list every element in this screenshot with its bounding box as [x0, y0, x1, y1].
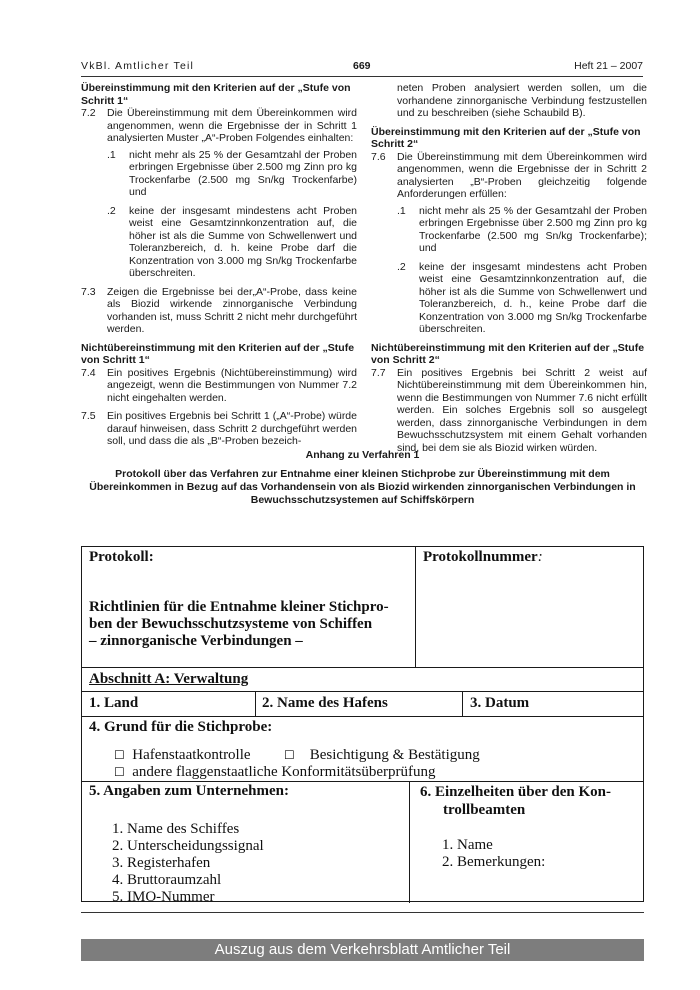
option-port-state-control[interactable] — [114, 747, 251, 764]
guideline-line: Richtlinien für die Entnahme kleiner Stichpro- — [89, 599, 389, 615]
paragraph-number: 7.4 — [81, 366, 96, 379]
heading-compliance-step1: Übereinstimmung mit den Kriterien auf der „Stufe von Schritt 1“ — [81, 82, 351, 107]
paragraph-number: 7.7 — [371, 366, 386, 379]
right-column — [371, 82, 647, 454]
page-header — [81, 60, 643, 76]
annex-heading — [81, 449, 644, 507]
subitem-7-2-1 — [81, 149, 357, 199]
guideline-title — [89, 599, 389, 650]
divider — [409, 781, 410, 903]
field-company-details: 5. Angaben zum Unternehmen: — [89, 783, 290, 799]
subitem-number: .2 — [397, 260, 406, 273]
company-details-list — [112, 821, 264, 906]
paragraph-number: 7.3 — [81, 285, 96, 298]
paragraph-7-5 — [81, 410, 357, 448]
protokollnummer-field[interactable] — [423, 549, 543, 566]
divider — [462, 691, 463, 716]
issue-number: Heft 21 – 2007 — [574, 60, 643, 72]
section-a-title: Abschnitt A: Verwaltung — [89, 671, 249, 687]
guideline-line: ben der Bewuchsschutzsysteme von Schiffen — [89, 616, 373, 632]
protokoll-label: Protokoll: — [89, 549, 154, 565]
divider — [82, 716, 643, 717]
subitem-text: nicht mehr als 25 % der Gesamtzahl der Proben erbringen Ergebnisse über 2.500 mg Zinn pro kg Trockenfarbe (2.500 mg Sn/kg Trockenfarbe) und — [129, 148, 357, 198]
journal-name: VkBl. Amtlicher Teil — [81, 60, 195, 72]
annex-subtitle: Protokoll über das Verfahren zur Entnahme einer kleinen Stichprobe zur Übereinstimmung mit dem Übereinkommen in Bezug auf das Vorhandensein von als Biozid wirkenden zinnorganischen Verbindungen in Bewuchsschutzsystemen auf Schiffskörpern — [89, 468, 636, 506]
heading-noncompliance-step1: Nichtübereinstimmung mit den Kriterien auf der „Stufe von Schritt 1“ — [81, 341, 355, 366]
paragraph-7-4 — [81, 367, 357, 405]
officer-details-list — [442, 837, 545, 871]
checkbox-icon[interactable]: ☐ — [114, 748, 125, 762]
company-item-ship-name[interactable]: 1. Name des Schiffes — [112, 821, 240, 837]
checkbox-icon[interactable]: ☐ — [284, 748, 295, 762]
bottom-rule — [81, 912, 644, 913]
paragraph-text: Ein positives Ergebnis bei Schritt 2 weist auf Nichtübereinstimmung mit dem Übereinkommen hin, wenn die Bestimmungen von Nummer 7.6 nicht erfüllt werden. Ein solches Ergebnis soll so ausgelegt werden, dass zinnorganische Verbindungen in dem Bewuchsschutzsystem mit einem Gehalt vorhanden sind, bei dem sie als Biozid wirken würden. — [397, 366, 647, 454]
company-item-gross-tonnage[interactable]: 4. Bruttoraumzahl — [112, 872, 222, 888]
paragraph-number: 7.5 — [81, 410, 96, 422]
field-country[interactable]: 1. Land — [89, 695, 139, 711]
subitem-number: .1 — [397, 204, 406, 217]
heading-compliance-step2: Übereinstimmung mit den Kriterien auf der „Stufe von Schritt 2“ — [371, 125, 641, 150]
field-officer-details — [420, 783, 611, 819]
page-footer: Auszug aus dem Verkehrsblatt Amtlicher Teil — [81, 939, 644, 961]
paragraph-7-7 — [371, 367, 647, 455]
paragraph-text: Ein positives Ergebnis (Nichtübereinstimmung) wird angezeigt, wenn die Bestimmungen von Nummer 7.2 nicht eingehalten werden. — [107, 366, 357, 404]
field-port-name[interactable]: 2. Name des Hafens — [262, 695, 388, 711]
paragraph-7-5-continued — [371, 82, 647, 120]
heading-noncompliance-step2: Nichtübereinstimmung mit den Kriterien auf der „Stufe von Schritt 2“ — [371, 341, 645, 366]
subitem-number: .2 — [107, 204, 116, 217]
subitem-number: .1 — [107, 148, 116, 161]
paragraph-number: 7.2 — [81, 107, 96, 119]
option-flag-state-conformity[interactable] — [114, 764, 435, 781]
annex-title: Anhang zu Verfahren 1 — [305, 449, 420, 461]
subitem-text: nicht mehr als 25 % der Gesamtzahl der Proben erbringen Ergebnisse über 2.500 mg Zinn pro kg Trockenfarbe (2.500 mg Sn/kg Trockenfarbe); und — [419, 204, 647, 254]
paragraph-number: 7.6 — [371, 150, 386, 163]
subitem-7-6-1 — [371, 205, 647, 255]
officer-heading-line: trollbeamten — [443, 802, 526, 818]
officer-heading-line: 6. Einzelheiten über den Kon- — [420, 784, 611, 800]
option-survey-certification[interactable] — [284, 747, 480, 764]
paragraph-7-6 — [371, 151, 647, 201]
protokollnummer-colon: : — [537, 549, 543, 565]
subitem-7-6-2 — [371, 261, 647, 336]
divider — [415, 547, 416, 667]
subitem-text: keine der insgesamt mindestens acht Proben weist eine Gesamtzinnkonzentration auf, die höher ist als die Summe von Schwellenwert und Toleranzbereich, d. h., keine Probe darf die Konzentration von 3.000 mg Sn/kg Trockenfarbe überschreiten. — [419, 260, 647, 335]
officer-item-name[interactable]: 1. Name — [442, 837, 493, 853]
divider — [255, 691, 256, 716]
option-label: Hafenstaatkontrolle — [132, 747, 251, 763]
field-sampling-reason: 4. Grund für die Stichprobe: — [89, 719, 273, 735]
page-number: 669 — [353, 60, 371, 72]
left-column — [81, 82, 357, 448]
officer-item-remarks[interactable]: 2. Bemerkungen: — [442, 854, 546, 870]
paragraph-text: Ein positives Ergebnis bei Schritt 1 („A“-Probe) würde darauf hinweisen, dass Schritt 2 durchgeführt werden soll, und dass die als „B“-Proben bezeich- — [107, 410, 357, 447]
paragraph-text: Zeigen die Ergebnisse bei der„A“-Probe, dass keine als Biozid wirkende zinnorganische Verbindung vorhanden ist, muss Schritt 2 nicht mehr durchgeführt werden. — [107, 285, 357, 335]
paragraph-text: Die Übereinstimmung mit dem Übereinkommen wird angenommen, wenn die Ergebnisse der in Schritt 2 analysierten „B“-Proben gleichzeitig folgende Anforderungen erfüllen: — [397, 150, 647, 200]
divider — [82, 667, 643, 668]
paragraph-text: Die Übereinstimmung mit dem Übereinkommen wird angenommen, wenn die Ergebnisse der in Schritt 1 analysierten Muster „A“-Proben Folgendes einhalten: — [107, 107, 357, 144]
checkbox-icon[interactable]: ☐ — [114, 765, 125, 779]
protocol-form — [81, 546, 644, 905]
paragraph-7-3 — [81, 286, 357, 336]
subitem-7-2-2 — [81, 205, 357, 280]
paragraph-text: neten Proben analysiert werden sollen, um die vorhandene zinnorganische Verbindung festzustellen und zu beschreiben (siehe Schaubild B). — [397, 82, 647, 119]
paragraph-7-2 — [81, 107, 357, 145]
protokollnummer-label: Protokollnummer — [423, 549, 538, 565]
field-date[interactable]: 3. Datum — [470, 695, 530, 711]
option-label: Besichtigung & Bestätigung — [309, 747, 480, 763]
guideline-line: – zinnorganische Verbindungen – — [89, 633, 303, 649]
company-item-port-of-registry[interactable]: 3. Registerhafen — [112, 855, 211, 871]
company-item-imo-number[interactable]: 5. IMO-Nummer — [112, 889, 215, 905]
divider — [82, 691, 643, 692]
header-rule — [81, 76, 643, 77]
option-label: andere flaggenstaatliche Konformitätsüberprüfung — [132, 764, 436, 780]
company-item-call-sign[interactable]: 2. Unterscheidungssignal — [112, 838, 264, 854]
subitem-text: keine der insgesamt mindestens acht Proben weist eine Gesamtzinnkonzentration auf, die höher ist als die Summe von Schwellenwert und Toleranzbereich, d. h. keine Probe darf die Konzentration von 3.000 mg Sn/kg Trockenfarbe überschreiten. — [129, 204, 357, 279]
divider — [82, 781, 643, 782]
